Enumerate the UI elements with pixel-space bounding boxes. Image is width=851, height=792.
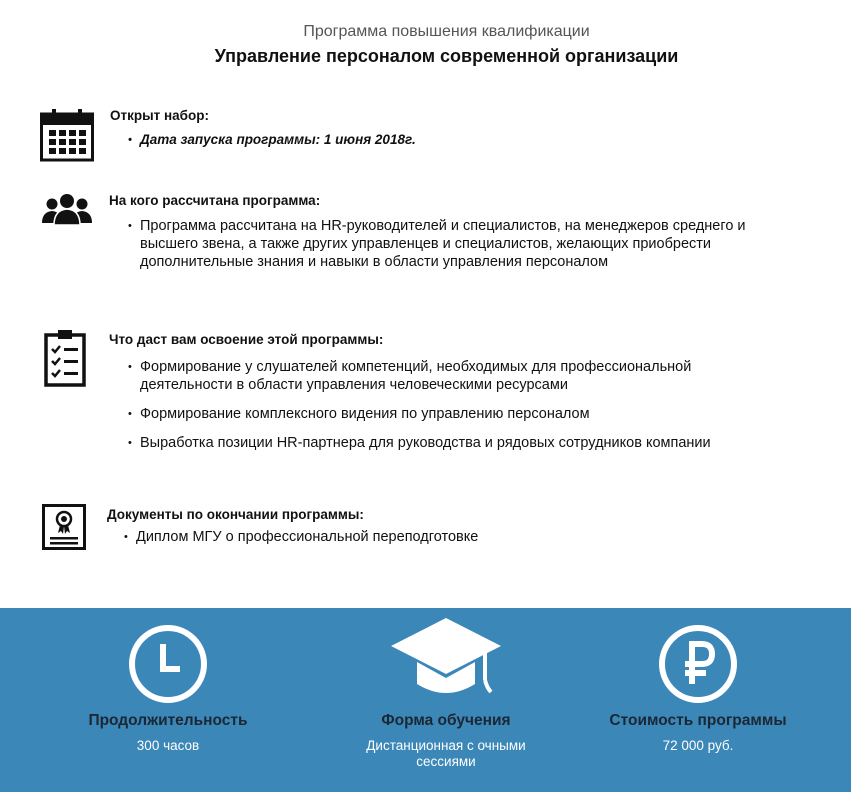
feature-value: 300 часов [136,738,200,753]
list-item-text: Диплом МГУ о профессиональной переподготовке [136,529,479,545]
list-item [128,217,768,271]
clock-icon [128,624,208,709]
page-subtitle: Программа повышения квалификации [303,23,590,40]
feature-title: Продолжительность [88,712,248,729]
section-list [128,217,768,271]
list-item [124,528,724,546]
checklist-icon [44,329,86,392]
list-item-text: Выработка позиции HR-партнера для руководства и рядовых сотрудников компании [140,435,711,451]
section-heading: На кого рассчитана программа: [109,193,321,208]
feature-title: Форма обучения [381,712,511,729]
graduation-cap-icon [391,618,501,709]
people-icon [42,192,92,231]
page-header [0,22,851,68]
calendar-icon [40,108,94,167]
list-item [128,131,728,149]
list-item [128,358,718,394]
section-heading: Документы по окончании программы: [107,507,364,522]
list-item-text: Дата запуска программы: 1 июня 2018г. [140,132,416,147]
section-list [128,358,718,452]
section-heading: Открыт набор: [110,108,209,123]
page-title: Управление персоналом современной организации [214,46,679,66]
list-item-text: Формирование комплексного видения по управлению персоналом [140,406,590,422]
feature-value: 72 000 руб. [662,738,734,753]
list-item-text: Программа рассчитана на HR-руководителей и специалистов, на менеджеров среднего и высшего звена, а также других управленцев и специалистов, желающих приобрести дополнительные знания и навыки в области управления персоналом [140,218,746,270]
section-heading: Что даст вам освоение этой программы: [109,332,384,347]
list-item [128,405,718,423]
list-item-text: Формирование у слушателей компетенций, необходимых для профессиональной деятельности в области управления человеческими ресурсами [140,359,692,393]
section-list [124,528,724,546]
certificate-icon [42,504,86,555]
feature-title: Стоимость программы [609,712,787,729]
program-facts-band [0,608,851,792]
section-list [128,131,728,149]
feature-value: Дистанционная с очными сессиями [366,738,526,769]
list-item [128,434,718,452]
ruble-icon [658,624,738,709]
